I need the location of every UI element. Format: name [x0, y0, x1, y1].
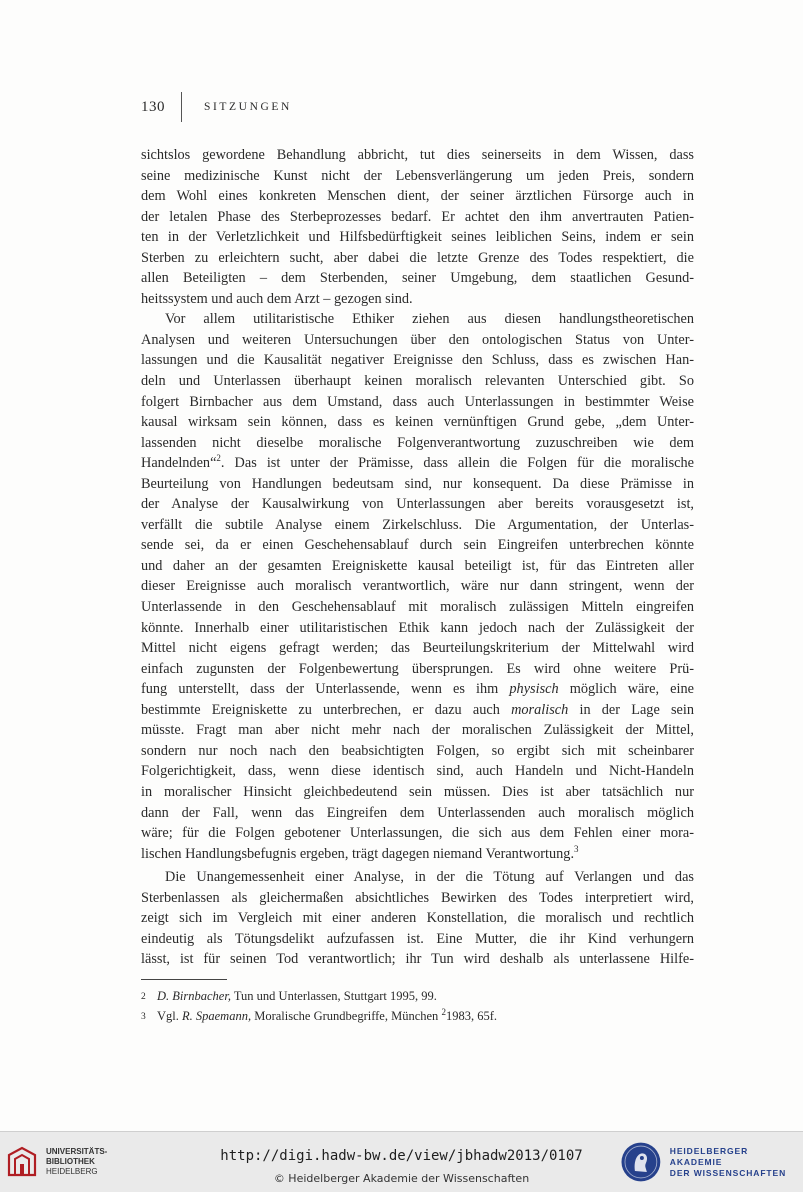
text-line: Vor allem utilitaristische Ethiker ziehen aus diesen handlungstheoretischen: [165, 311, 694, 328]
digitization-footer: [0, 1131, 803, 1192]
copyright-notice: © Heidelberger Akademie der Wissenschaften: [273, 1172, 530, 1185]
text-span: 1983, 65f.: [445, 1009, 497, 1023]
text-span: Handelnden“: [141, 455, 217, 472]
text-line: seine medizinische Kunst nicht der Lebensverlängerung um jeden Preis, sondern: [141, 167, 694, 184]
text-line: der letalen Phase des Sterbeprozesses bedarf. Er achtet den ihm anvertrauten Patien-: [141, 208, 694, 225]
edition-superscript: 2: [441, 1006, 446, 1017]
text-line: lassungen und die Kausalität negativer Ereignisse den Schluss, dass es zwischen Han-: [141, 352, 694, 369]
text-line: sende sei, da er einen Geschehensablauf durch sein Eingreifen unterbrechen könnte: [141, 537, 694, 554]
text-span: Tun und Unterlassen, Stuttgart 1995, 99.: [230, 989, 437, 1003]
text-span: Vgl.: [157, 1009, 182, 1023]
text-line: folgert Birnbacher aus dem Umstand, dass auch Unterlassungen in bestimmter Weise: [141, 393, 694, 410]
text-line: Sterbenlassen als gleichermaßen absichtliches Bewirken des Todes interpretiert wird,: [141, 889, 694, 906]
text-span: . Das ist unter der Prämisse, dass allein die Folgen für die moralische: [220, 455, 694, 472]
emphasis: physisch: [509, 681, 559, 698]
text-line: Unterlassende in den Geschehensablauf mit moralisch zulässigen Mitteln eingreifen: [141, 599, 694, 616]
text-line: in moralischer Hinsicht gleichbedeutend sein müssen. Dies ist aber tatsächlich nur: [141, 783, 694, 800]
footnote-ref-3[interactable]: 3: [574, 843, 579, 854]
text-line: heitssystem und auch dem Arzt – gezogen sind.: [141, 290, 413, 307]
academy-name: [670, 1146, 803, 1179]
academy-name-line: HEIDELBERGER AKADEMIE: [669, 1145, 749, 1167]
library-name-line: HEIDELBERG: [46, 1167, 98, 1176]
footnote-text: [157, 1007, 497, 1027]
text-line: der Analyse der Kausalwirkung von Unterlassungen aber bereits vorausgesetzt ist,: [141, 496, 694, 513]
footnote-divider: [141, 979, 227, 980]
text-line: eindeutig als Tötungsdelikt aufzufassen ist. Eine Mutter, die ihr Kind verhungern: [141, 930, 694, 947]
text-line: und daher an der gesamten Ereigniskette kausal beteiligt ist, für das Eintreten aller: [141, 557, 694, 574]
footnote-author: R. Spaemann,: [182, 1009, 252, 1023]
header-divider: [181, 92, 182, 122]
text-span: in der Lage sein: [568, 701, 695, 718]
text-line: [141, 679, 694, 700]
academy-logo[interactable]: [620, 1141, 803, 1183]
text-span: bestimmte Ereigniskette zu unterbrechen, er dazu auch: [141, 701, 512, 718]
text-line: sondern nur noch nach den beabsichtigten Folgen, so ergibt sich mit scheinbarer: [141, 742, 694, 759]
text-line: [141, 453, 694, 474]
emphasis: moralisch: [511, 701, 569, 718]
text-line: wäre; für die Folgen gebotener Unterlassungen, die sich aus dem Fehlen einer mora-: [141, 825, 694, 842]
text-span: möglich wäre, eine: [558, 681, 694, 698]
academy-name-line: DER WISSENSCHAFTEN: [669, 1167, 787, 1178]
text-line: einfach zugunsten der Folgenbewertung übersprungen. Es wird ohne weitere Prü-: [141, 660, 694, 677]
text-line: Folgerichtigkeit, dass, wenn diese identisch sind, auch Handeln und Nicht-Handeln: [141, 763, 694, 780]
text-line: dem Wohl eines konkreten Menschen dient, der seiner ärztlichen Fürsorge auch in: [141, 188, 694, 205]
footnote-ref-2[interactable]: 2: [216, 453, 221, 464]
text-line: müsste. Fragt man aber nicht mehr nach der moralischen Zulässigkeit der Mittel,: [141, 722, 694, 739]
running-head: [141, 90, 292, 124]
text-line: zeigt sich im Vergleich mit einer anderen Konstellation, die moralisch und rechtlich: [141, 910, 694, 927]
footnotes: [141, 987, 694, 1027]
main-text: [141, 145, 694, 970]
text-line: Analysen und weiteren Untersuchungen über den ontologischen Status von Unter-: [141, 331, 694, 348]
text-line: könnte. Innerhalb einer utilitaristischen Ethik kann jedoch nach der Zulässigkeit der: [141, 619, 694, 636]
footnote-text: [157, 987, 437, 1007]
text-line: lässt, ist für seinen Tod verantwortlich; ihr Tun wird deshalb als unterlassene Hilfe-: [141, 951, 694, 968]
text-line: allen Beteiligten – dem Sterbenden, seiner Umgebung, dem staatlichen Gesund-: [141, 270, 694, 287]
footnote-author: D. Birnbacher,: [157, 989, 231, 1003]
text-line: dieser Ereignisse auch moralisch verantwortlich, wäre nur dann stringent, wenn der: [141, 578, 694, 595]
text-line: dann der Fall, wenn das Eingreifen dem Unterlassenden auch moralisch möglich: [141, 804, 694, 821]
library-name-line: UNIVERSITÄTS-: [46, 1147, 108, 1156]
library-name-line: BIBLIOTHEK: [46, 1157, 95, 1166]
text-line: Beurteilung von Handlungen bedeutsam sind, nur konsequent. Da diese Prämisse in: [141, 475, 694, 492]
text-span: fung unterstellt, dass der Unterlassende, wenn es ihm: [141, 681, 510, 698]
text-span: Moralische Grundbegriffe, München: [251, 1009, 442, 1023]
footnote-2: [141, 987, 694, 1007]
text-line: ten in der Verletzlichkeit und Hilfsbedürftigkeit seines leiblichen Seins, indem er sein: [141, 229, 694, 246]
section-title: SITZUNGEN: [204, 101, 292, 113]
text-line: lassenden nicht dieselbe moralische Folgenverantwortung zuzuschreiben wie dem: [141, 434, 694, 451]
text-line: deln und Unterlassen überhaupt keinen moralisch relevanten Unterschied gibt. So: [141, 373, 694, 390]
text-line: sichtslos gewordene Behandlung abbricht, tut dies seinerseits in dem Wissen, dass: [141, 147, 694, 163]
academy-seal-icon: [620, 1141, 662, 1183]
permalink-url[interactable]: http://digi.hadw-bw.de/view/jbhadw2013/0107: [220, 1148, 583, 1164]
text-line: verfällt die subtile Analyse einem Zirkelschluss. Die Argumentation, der Unterlas-: [141, 516, 694, 533]
text-line: Sterben zu erleichtern sucht, aber dabei die letzte Grenze des Todes respektiert, die: [141, 249, 694, 266]
text-line: [141, 844, 694, 865]
text-line: [141, 700, 694, 721]
text-line: kausal wirksam sein können, dass es keinen vernünftigen Grund gebe, „dem Unter-: [141, 414, 694, 431]
footnote-number: 3: [141, 1012, 146, 1022]
page-number: 130: [141, 98, 165, 115]
text-span: lischen Handlungsbefugnis ergeben, trägt dagegen niemand Verantwortung.: [141, 845, 575, 862]
text-line: Die Unangemessenheit einer Analyse, in der die Tötung auf Verlangen und das: [165, 869, 694, 886]
footnote-number: 2: [141, 992, 146, 1002]
text-line: Mittel nicht eigens gefragt werden; das Beurteilungskriterium der Mittelwahl wird: [141, 640, 694, 657]
footnote-3: [141, 1007, 694, 1027]
